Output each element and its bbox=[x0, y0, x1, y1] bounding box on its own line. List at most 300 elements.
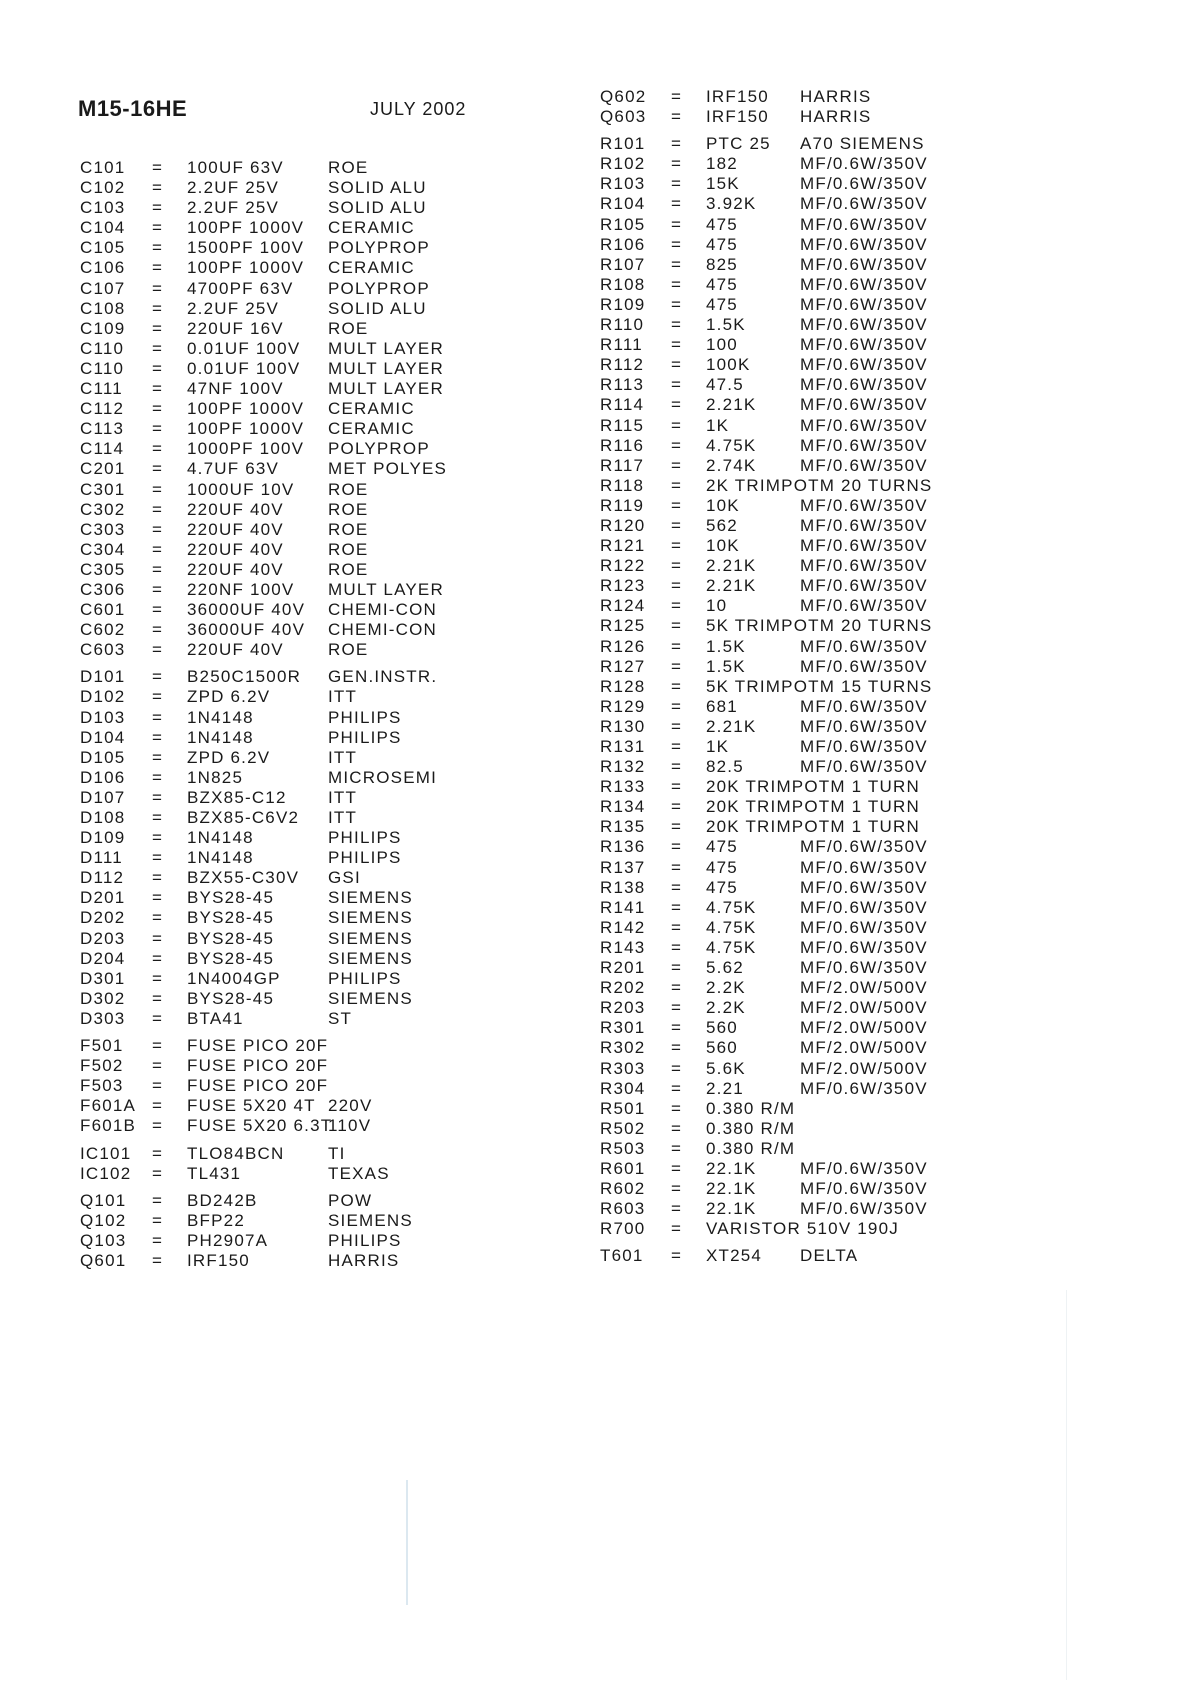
part-value: 0.01UF 100V bbox=[187, 358, 301, 378]
part-value: ZPD 6.2V bbox=[187, 747, 271, 767]
part-reference: R142 bbox=[600, 917, 646, 937]
equals-sign: = bbox=[152, 479, 164, 499]
part-reference: IC102 bbox=[80, 1163, 132, 1183]
part-reference: R136 bbox=[600, 837, 646, 857]
part-reference: R503 bbox=[600, 1138, 646, 1158]
part-description: MF/0.6W/350V bbox=[800, 495, 928, 515]
equals-sign: = bbox=[671, 1179, 683, 1199]
part-value: 100K bbox=[706, 355, 751, 375]
part-value: 1N4148 bbox=[187, 828, 254, 848]
equals-sign: = bbox=[671, 877, 683, 897]
equals-sign: = bbox=[152, 1190, 164, 1210]
part-description: MF/0.6W/350V bbox=[800, 596, 928, 616]
part-description: PHILIPS bbox=[328, 828, 402, 848]
equals-sign: = bbox=[671, 234, 683, 254]
part-value: 560 bbox=[706, 1038, 738, 1058]
equals-sign: = bbox=[671, 897, 683, 917]
part-value: 36000UF 40V bbox=[187, 600, 306, 620]
part-value: 475 bbox=[706, 877, 738, 897]
equals-sign: = bbox=[152, 667, 164, 687]
part-reference: C601 bbox=[80, 600, 126, 620]
part-reference: D104 bbox=[80, 727, 126, 747]
part-description: CERAMIC bbox=[328, 399, 415, 419]
part-description: MF/0.6W/350V bbox=[800, 194, 928, 214]
part-description: SOLID ALU bbox=[328, 178, 427, 198]
part-value: 22.1K bbox=[706, 1179, 757, 1199]
part-reference: D111 bbox=[80, 848, 123, 868]
part-description: MF/0.6W/350V bbox=[800, 355, 928, 375]
equals-sign: = bbox=[152, 218, 164, 238]
part-reference: R105 bbox=[600, 214, 646, 234]
part-reference: R124 bbox=[600, 596, 646, 616]
part-value: 1K bbox=[706, 737, 730, 756]
part-value: 1N4148 bbox=[187, 707, 254, 727]
part-reference: R125 bbox=[600, 616, 646, 636]
equals-sign: = bbox=[152, 948, 164, 968]
equals-sign: = bbox=[152, 1076, 164, 1096]
part-value: BYS28-45 bbox=[187, 928, 275, 948]
part-description: MF/0.6W/350V bbox=[800, 395, 928, 415]
part-reference: Q102 bbox=[80, 1210, 127, 1230]
equals-sign: = bbox=[671, 475, 683, 495]
part-value: TL431 bbox=[187, 1163, 242, 1183]
part-reference: R112 bbox=[600, 355, 645, 375]
part-value: IRF150 bbox=[187, 1250, 250, 1270]
part-description: MF/0.6W/350V bbox=[800, 335, 928, 355]
part-reference: R120 bbox=[600, 515, 646, 535]
equals-sign: = bbox=[671, 777, 683, 797]
part-value: PH2907A bbox=[187, 1230, 269, 1250]
part-reference: C306 bbox=[80, 579, 126, 599]
part-description: SIEMENS bbox=[328, 908, 413, 928]
part-value: 36000UF 40V bbox=[187, 620, 306, 640]
part-reference: R114 bbox=[600, 395, 645, 415]
part-description: MF/0.6W/350V bbox=[800, 757, 928, 777]
part-description: ROE bbox=[328, 519, 369, 539]
part-value: 220NF 100V bbox=[187, 579, 295, 599]
part-value: 22.1K bbox=[706, 1158, 757, 1178]
part-description: ITT bbox=[328, 747, 358, 767]
equals-sign: = bbox=[152, 1163, 164, 1183]
part-reference: R128 bbox=[600, 676, 646, 696]
part-value: 2.2UF 25V bbox=[187, 198, 280, 218]
part-value: 2.21K bbox=[706, 716, 757, 736]
part-reference: C112 bbox=[80, 399, 125, 419]
part-reference: R143 bbox=[600, 937, 646, 957]
part-value: 1K bbox=[706, 415, 730, 435]
part-reference: R103 bbox=[600, 174, 646, 194]
part-reference: D204 bbox=[80, 948, 126, 968]
part-value: 100PF 1000V bbox=[187, 218, 305, 238]
part-reference: R104 bbox=[600, 194, 646, 214]
part-reference: R117 bbox=[600, 455, 645, 475]
part-reference: Q103 bbox=[80, 1230, 127, 1250]
scan-artifact bbox=[406, 1480, 408, 1605]
part-reference: D301 bbox=[80, 968, 126, 988]
equals-sign: = bbox=[152, 1096, 164, 1116]
part-reference: D202 bbox=[80, 908, 126, 928]
part-value: 2.21K bbox=[706, 556, 757, 576]
part-reference: C110 bbox=[80, 338, 125, 358]
part-value: 1000UF 10V bbox=[187, 479, 295, 499]
part-value: 15K bbox=[706, 174, 740, 194]
part-reference: D302 bbox=[80, 988, 126, 1008]
equals-sign: = bbox=[152, 539, 164, 559]
equals-sign: = bbox=[671, 274, 683, 294]
part-reference: D102 bbox=[80, 687, 126, 707]
part-value: 100PF 1000V bbox=[187, 258, 305, 278]
part-value: 100PF 1000V bbox=[187, 399, 305, 419]
part-description: MF/0.6W/350V bbox=[800, 315, 928, 335]
part-value: 475 bbox=[706, 234, 738, 254]
part-reference: C107 bbox=[80, 278, 126, 298]
part-value: BZX55-C30V bbox=[187, 868, 300, 888]
part-description: MF/2.0W/500V bbox=[800, 1018, 928, 1038]
part-reference: R602 bbox=[600, 1179, 646, 1199]
part-reference: R202 bbox=[600, 978, 646, 998]
part-value: 10K bbox=[706, 536, 740, 556]
equals-sign: = bbox=[671, 134, 683, 154]
part-reference: D303 bbox=[80, 1008, 126, 1028]
equals-sign: = bbox=[671, 1018, 683, 1038]
part-reference: R135 bbox=[600, 817, 646, 837]
part-reference: C108 bbox=[80, 298, 126, 318]
equals-sign: = bbox=[152, 278, 164, 298]
equals-sign: = bbox=[671, 1058, 683, 1078]
part-reference: R111 bbox=[600, 335, 643, 355]
part-reference: F502 bbox=[80, 1056, 124, 1076]
equals-sign: = bbox=[671, 174, 683, 194]
equals-sign: = bbox=[671, 797, 683, 817]
part-value: 2.2K bbox=[706, 978, 746, 998]
equals-sign: = bbox=[152, 1036, 164, 1056]
part-description: MF/0.6W/350V bbox=[800, 716, 928, 736]
part-value: 220UF 40V bbox=[187, 499, 284, 519]
part-value: BYS28-45 bbox=[187, 948, 275, 968]
equals-sign: = bbox=[152, 1008, 164, 1028]
equals-sign: = bbox=[152, 399, 164, 419]
equals-sign: = bbox=[152, 1230, 164, 1250]
part-reference: R115 bbox=[600, 415, 645, 435]
part-value: 5.6K bbox=[706, 1058, 746, 1078]
part-reference: R301 bbox=[600, 1018, 646, 1038]
part-value: 2.2UF 25V bbox=[187, 178, 280, 198]
part-reference: F601A bbox=[80, 1096, 137, 1116]
part-value: 20K TRIMPOTM 1 TURN bbox=[706, 817, 920, 837]
equals-sign: = bbox=[671, 937, 683, 957]
equals-sign: = bbox=[152, 499, 164, 519]
part-reference: F601B bbox=[80, 1116, 137, 1136]
part-description: HARRIS bbox=[328, 1250, 400, 1270]
equals-sign: = bbox=[152, 968, 164, 988]
part-reference: R700 bbox=[600, 1219, 646, 1239]
equals-sign: = bbox=[671, 87, 683, 106]
part-value: 1000PF 100V bbox=[187, 439, 305, 459]
document-date: JULY 2002 bbox=[370, 99, 467, 119]
part-value: XT254 bbox=[706, 1246, 763, 1266]
equals-sign: = bbox=[671, 315, 683, 335]
part-reference: R101 bbox=[600, 134, 646, 154]
part-description: CHEMI-CON bbox=[328, 600, 438, 620]
part-value: 560 bbox=[706, 1018, 738, 1038]
part-value: 22.1K bbox=[706, 1199, 757, 1219]
part-value: 4.75K bbox=[706, 917, 757, 937]
part-description: POLYPROP bbox=[328, 439, 430, 459]
part-description: ROE bbox=[328, 479, 369, 499]
equals-sign: = bbox=[152, 1210, 164, 1230]
part-value: 681 bbox=[706, 696, 738, 716]
part-reference: R303 bbox=[600, 1058, 646, 1078]
part-description: CHEMI-CON bbox=[328, 620, 438, 640]
part-reference: T601 bbox=[600, 1246, 644, 1266]
part-description: MF/0.6W/350V bbox=[800, 737, 928, 756]
equals-sign: = bbox=[152, 707, 164, 727]
equals-sign: = bbox=[152, 687, 164, 707]
equals-sign: = bbox=[671, 536, 683, 556]
equals-sign: = bbox=[152, 318, 164, 338]
part-reference: R201 bbox=[600, 958, 646, 978]
part-reference: D201 bbox=[80, 888, 126, 908]
part-value: 1N4148 bbox=[187, 727, 254, 747]
equals-sign: = bbox=[152, 808, 164, 827]
part-reference: C103 bbox=[80, 198, 126, 218]
part-value: 4.75K bbox=[706, 435, 757, 455]
equals-sign: = bbox=[671, 375, 683, 395]
part-value: 100PF 1000V bbox=[187, 419, 305, 439]
part-value: 220UF 40V bbox=[187, 559, 284, 579]
part-value: 1.5K bbox=[706, 315, 746, 335]
equals-sign: = bbox=[671, 415, 683, 435]
part-value: 220UF 40V bbox=[187, 539, 284, 559]
equals-sign: = bbox=[671, 676, 683, 696]
part-value: 10 bbox=[706, 596, 728, 616]
part-reference: R122 bbox=[600, 556, 646, 576]
equals-sign: = bbox=[671, 656, 683, 676]
part-description: ROE bbox=[328, 158, 369, 177]
part-reference: R119 bbox=[600, 495, 645, 515]
equals-sign: = bbox=[152, 600, 164, 620]
equals-sign: = bbox=[671, 1098, 683, 1118]
equals-sign: = bbox=[152, 258, 164, 278]
part-reference: R138 bbox=[600, 877, 646, 897]
equals-sign: = bbox=[152, 747, 164, 767]
part-description: ROE bbox=[328, 499, 369, 519]
part-description: MF/0.6W/350V bbox=[800, 234, 928, 254]
part-value: 2.2UF 25V bbox=[187, 298, 280, 318]
equals-sign: = bbox=[671, 1246, 683, 1266]
part-description: MULT LAYER bbox=[328, 338, 444, 358]
equals-sign: = bbox=[671, 958, 683, 978]
equals-sign: = bbox=[152, 439, 164, 459]
part-value: BTA41 bbox=[187, 1008, 244, 1028]
part-description: CERAMIC bbox=[328, 218, 415, 238]
part-value: 5K TRIMPOTM 15 TURNS bbox=[706, 676, 933, 696]
equals-sign: = bbox=[671, 294, 683, 314]
part-description: MF/0.6W/350V bbox=[800, 274, 928, 294]
part-reference: R109 bbox=[600, 294, 646, 314]
equals-sign: = bbox=[152, 338, 164, 358]
part-value: 47.5 bbox=[706, 375, 744, 395]
part-value: BD242B bbox=[187, 1190, 258, 1210]
equals-sign: = bbox=[671, 254, 683, 274]
part-description: SIEMENS bbox=[328, 928, 413, 948]
part-reference: D109 bbox=[80, 828, 126, 848]
equals-sign: = bbox=[671, 1219, 683, 1239]
part-description: SIEMENS bbox=[328, 888, 413, 908]
equals-sign: = bbox=[152, 848, 164, 868]
part-reference: R601 bbox=[600, 1158, 646, 1178]
part-reference: R108 bbox=[600, 274, 646, 294]
part-value: IRF150 bbox=[706, 107, 769, 127]
equals-sign: = bbox=[671, 1158, 683, 1178]
part-value: 0.380 R/M bbox=[706, 1138, 796, 1158]
equals-sign: = bbox=[152, 178, 164, 198]
part-reference: F501 bbox=[80, 1036, 124, 1056]
part-description: SIEMENS bbox=[328, 1210, 413, 1230]
part-value: TLO84BCN bbox=[187, 1143, 285, 1163]
part-description: SOLID ALU bbox=[328, 298, 427, 318]
equals-sign: = bbox=[152, 519, 164, 539]
equals-sign: = bbox=[152, 579, 164, 599]
equals-sign: = bbox=[152, 988, 164, 1008]
part-value: 1.5K bbox=[706, 636, 746, 656]
part-description: MF/0.6W/350V bbox=[800, 556, 928, 576]
part-description: MF/0.6W/350V bbox=[800, 958, 928, 978]
part-description: CERAMIC bbox=[328, 258, 415, 278]
part-reference: D107 bbox=[80, 787, 126, 807]
part-value: 10K bbox=[706, 495, 740, 515]
part-value: 4.75K bbox=[706, 937, 757, 957]
part-reference: R123 bbox=[600, 576, 646, 596]
part-reference: C104 bbox=[80, 218, 126, 238]
part-description: MF/0.6W/350V bbox=[800, 254, 928, 274]
part-value: 4.75K bbox=[706, 897, 757, 917]
part-value: 1N825 bbox=[187, 767, 244, 787]
part-value: FUSE 5X20 6.3T bbox=[187, 1116, 333, 1136]
equals-sign: = bbox=[671, 596, 683, 616]
part-description: MF/0.6W/350V bbox=[800, 375, 928, 395]
part-value: 2.21K bbox=[706, 395, 757, 415]
part-value: 475 bbox=[706, 294, 738, 314]
part-value: 5K TRIMPOTM 20 TURNS bbox=[706, 616, 933, 636]
part-description: MF/0.6W/350V bbox=[800, 1179, 928, 1199]
part-description: MF/0.6W/350V bbox=[800, 917, 928, 937]
part-reference: R304 bbox=[600, 1078, 646, 1098]
part-description: 220V bbox=[328, 1096, 373, 1116]
part-description: PHILIPS bbox=[328, 1230, 402, 1250]
equals-sign: = bbox=[152, 1143, 164, 1163]
part-description: MET POLYES bbox=[328, 459, 448, 479]
part-description: MF/0.6W/350V bbox=[800, 415, 928, 435]
part-description: MF/2.0W/500V bbox=[800, 998, 928, 1018]
equals-sign: = bbox=[671, 978, 683, 998]
part-description: MULT LAYER bbox=[328, 358, 444, 378]
equals-sign: = bbox=[152, 238, 164, 258]
equals-sign: = bbox=[671, 837, 683, 857]
part-description: ITT bbox=[328, 808, 358, 827]
part-reference: C301 bbox=[80, 479, 126, 499]
part-reference: R110 bbox=[600, 315, 645, 335]
equals-sign: = bbox=[152, 767, 164, 787]
part-description: ITT bbox=[328, 787, 358, 807]
part-description: TI bbox=[328, 1143, 346, 1163]
part-reference: R133 bbox=[600, 777, 646, 797]
part-reference: F503 bbox=[80, 1076, 124, 1096]
part-description: TEXAS bbox=[328, 1163, 390, 1183]
part-value: 0.01UF 100V bbox=[187, 338, 301, 358]
part-description: PHILIPS bbox=[328, 707, 402, 727]
equals-sign: = bbox=[671, 817, 683, 837]
part-reference: R132 bbox=[600, 757, 646, 777]
equals-sign: = bbox=[152, 1056, 164, 1076]
part-value: 2.21 bbox=[706, 1078, 744, 1098]
part-value: 20K TRIMPOTM 1 TURN bbox=[706, 777, 920, 797]
part-reference: C603 bbox=[80, 640, 126, 660]
part-value: 1N4004GP bbox=[187, 968, 281, 988]
equals-sign: = bbox=[671, 917, 683, 937]
part-description: PHILIPS bbox=[328, 727, 402, 747]
equals-sign: = bbox=[671, 716, 683, 736]
equals-sign: = bbox=[671, 1118, 683, 1138]
part-description: MICROSEMI bbox=[328, 767, 438, 787]
part-description: MULT LAYER bbox=[328, 379, 444, 399]
part-reference: C105 bbox=[80, 238, 126, 258]
part-value: 47NF 100V bbox=[187, 379, 284, 399]
part-value: 2.74K bbox=[706, 455, 757, 475]
part-value: 3.92K bbox=[706, 194, 757, 214]
equals-sign: = bbox=[152, 198, 164, 218]
part-description: MF/0.6W/350V bbox=[800, 837, 928, 857]
part-value: VARISTOR 510V 190J bbox=[706, 1219, 899, 1239]
part-reference: D103 bbox=[80, 707, 126, 727]
part-description: SIEMENS bbox=[328, 948, 413, 968]
equals-sign: = bbox=[671, 107, 683, 127]
part-reference: R302 bbox=[600, 1038, 646, 1058]
part-value: 475 bbox=[706, 274, 738, 294]
equals-sign: = bbox=[152, 459, 164, 479]
part-description: PHILIPS bbox=[328, 848, 402, 868]
part-description: POLYPROP bbox=[328, 238, 430, 258]
part-reference: D106 bbox=[80, 767, 126, 787]
equals-sign: = bbox=[671, 857, 683, 877]
part-value: FUSE PICO 20F bbox=[187, 1036, 329, 1056]
part-reference: C303 bbox=[80, 519, 126, 539]
equals-sign: = bbox=[152, 908, 164, 928]
part-description: MF/2.0W/500V bbox=[800, 1038, 928, 1058]
equals-sign: = bbox=[152, 868, 164, 888]
part-description: MF/0.6W/350V bbox=[800, 1158, 928, 1178]
equals-sign: = bbox=[152, 1116, 164, 1136]
part-value: FUSE PICO 20F bbox=[187, 1076, 329, 1096]
part-value: 475 bbox=[706, 837, 738, 857]
part-value: 5.62 bbox=[706, 958, 744, 978]
part-description: A70 SIEMENS bbox=[800, 134, 925, 154]
part-description: MF/0.6W/350V bbox=[800, 455, 928, 475]
part-reference: D101 bbox=[80, 667, 126, 687]
part-description: DELTA bbox=[800, 1246, 859, 1266]
equals-sign: = bbox=[671, 395, 683, 415]
part-reference: R126 bbox=[600, 636, 646, 656]
part-reference: R501 bbox=[600, 1098, 646, 1118]
part-reference: D105 bbox=[80, 747, 126, 767]
part-description: MF/0.6W/350V bbox=[800, 937, 928, 957]
part-description: POLYPROP bbox=[328, 278, 430, 298]
part-value: 82.5 bbox=[706, 757, 744, 777]
part-reference: R118 bbox=[600, 475, 645, 495]
part-description: MF/0.6W/350V bbox=[800, 636, 928, 656]
equals-sign: = bbox=[152, 727, 164, 747]
part-reference: C110 bbox=[80, 358, 125, 378]
